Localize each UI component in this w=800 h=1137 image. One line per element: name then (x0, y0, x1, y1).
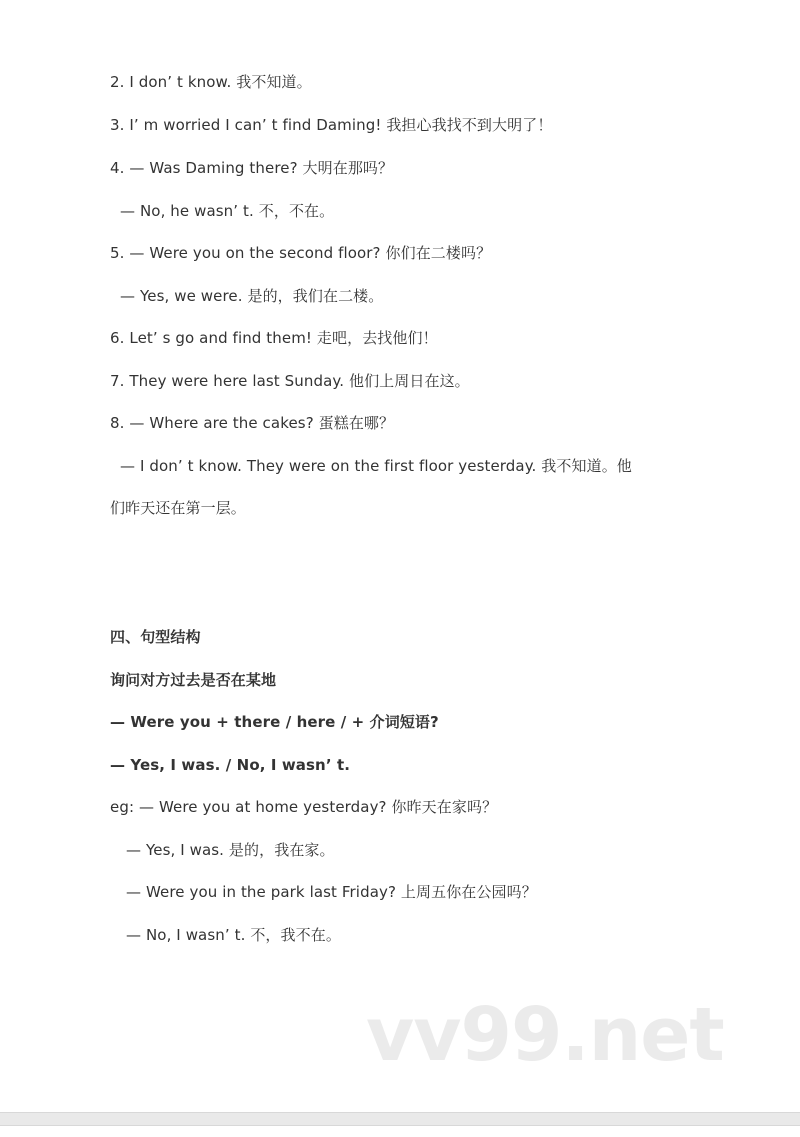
example-line-4: — No, I wasn’ t. 不，我不在。 (126, 926, 341, 944)
dialogue-line-8-answer-continued: 们昨天还在第一层。 (110, 499, 246, 517)
pattern-answer: — Yes, I was. / No, I wasn’ t. (110, 756, 351, 774)
dialogue-line-2: 2. I don’ t know. 我不知道。 (110, 73, 312, 91)
dialogue-line-4-answer: — No, he wasn’ t. 不，不在。 (120, 202, 335, 220)
dialogue-line-5-answer: — Yes, we were. 是的，我们在二楼。 (120, 287, 384, 305)
dialogue-line-3: 3. I’ m worried I can’ t find Daming! 我担心我找不到大明了！ (110, 116, 553, 134)
dialogue-line-8-answer: — I don’ t know. They were on the first floor yesterday. 我不知道。他 (120, 457, 632, 475)
section-heading: 四、句型结构 (110, 628, 201, 646)
watermark: vv99.net (366, 992, 724, 1078)
example-line-3: — Were you in the park last Friday? 上周五你在公园吗？ (126, 883, 537, 901)
dialogue-line-4-question: 4. — Was Daming there? 大明在那吗？ (110, 159, 394, 177)
dialogue-line-6: 6. Let’ s go and find them! 走吧，去找他们！ (110, 329, 438, 347)
example-line-2: — Yes, I was. 是的，我在家。 (126, 841, 335, 859)
page-separator (0, 1112, 800, 1126)
section-subheading: 询问对方过去是否在某地 (110, 671, 277, 689)
dialogue-line-5-question: 5. — Were you on the second floor? 你们在二楼吗？ (110, 244, 492, 262)
dialogue-line-8-question: 8. — Where are the cakes? 蛋糕在哪？ (110, 414, 395, 432)
dialogue-line-7: 7. They were here last Sunday. 他们上周日在这。 (110, 372, 470, 390)
pattern-question: — Were you + there / here / + 介词短语? (110, 713, 439, 731)
example-line-1: eg: — Were you at home yesterday? 你昨天在家吗？ (110, 798, 498, 816)
